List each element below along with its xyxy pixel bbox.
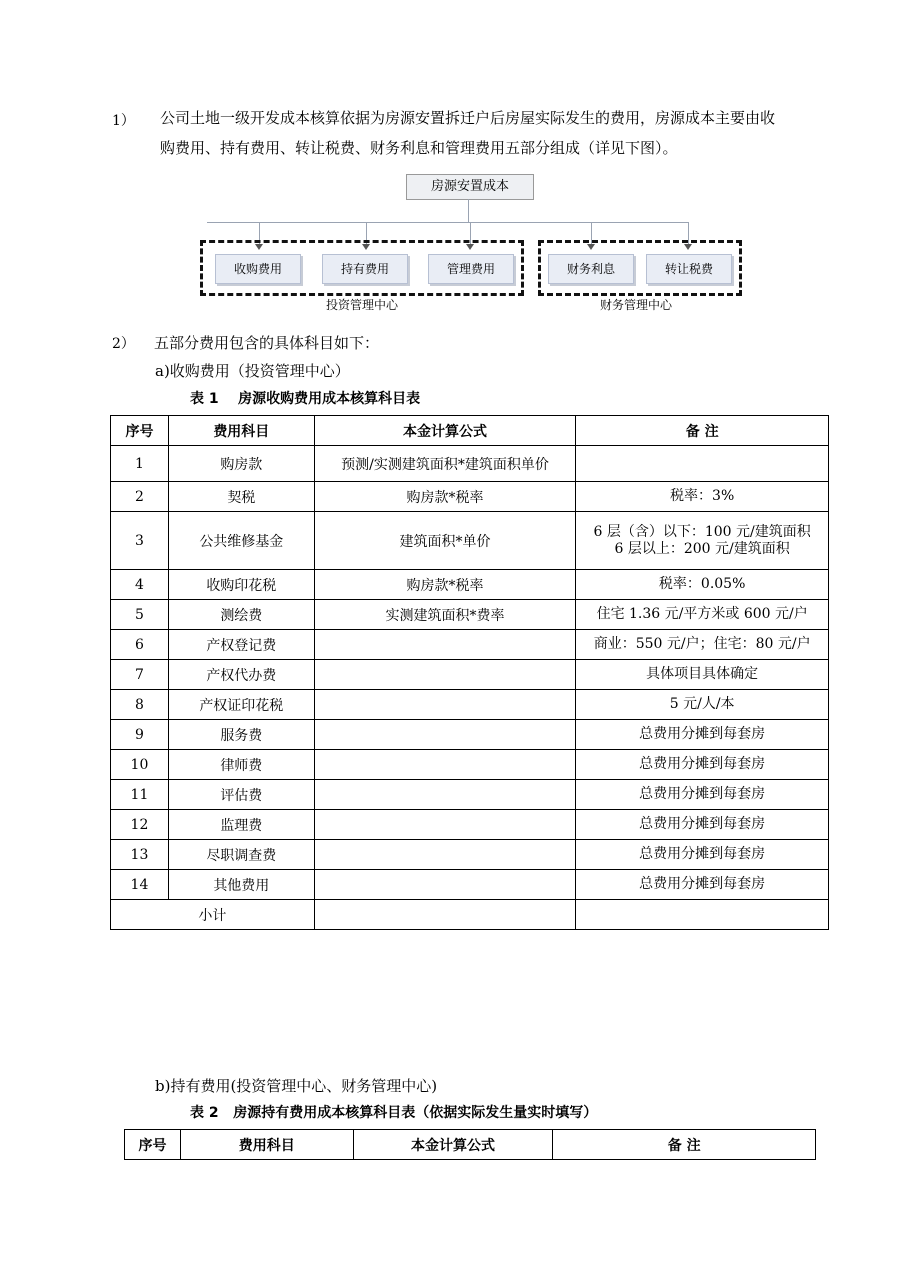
diagram-box-holding: 持有费用 [322, 254, 408, 284]
table-row [111, 780, 829, 810]
group-finance-label: 财务管理中心 [600, 298, 673, 312]
cell-note: 6 层（含）以下：100 元/建筑面积 6 层以上：200 元/建筑面积 [576, 512, 829, 570]
table-row [111, 870, 829, 900]
cell-note: 总费用分摊到每套房 [576, 870, 829, 900]
diagram-connector [468, 199, 469, 223]
table-row [111, 446, 829, 482]
table-row [111, 600, 829, 630]
table-row [111, 570, 829, 600]
table-row [111, 660, 829, 690]
cell-formula [314, 630, 576, 660]
cell-number: 14 [111, 870, 169, 900]
cell-number: 12 [111, 810, 169, 840]
cell-number: 6 [111, 630, 169, 660]
cell-note: 总费用分摊到每套房 [576, 810, 829, 840]
cell-number: 3 [111, 512, 169, 570]
diagram-box-management: 管理费用 [428, 254, 514, 284]
cell-item: 评估费 [168, 780, 314, 810]
diagram-connector [207, 222, 689, 223]
cell-number: 1 [111, 446, 169, 482]
section2-sub-a: a)收购费用（投资管理中心） [155, 362, 350, 380]
cell-note: 总费用分摊到每套房 [576, 720, 829, 750]
section2-number: 2） [112, 336, 135, 352]
table-row [111, 810, 829, 840]
cell-item: 尽职调查费 [168, 840, 314, 870]
table-header-cell: 序号 [111, 416, 169, 446]
table-row [111, 750, 829, 780]
cell-number: 13 [111, 840, 169, 870]
table-header-cell: 费用科目 [180, 1130, 353, 1160]
cell-item: 其他费用 [168, 870, 314, 900]
cell-item: 监理费 [168, 810, 314, 840]
cell-item: 产权证印花税 [168, 690, 314, 720]
cell-formula: 实测建筑面积*费率 [314, 600, 576, 630]
table-row [111, 720, 829, 750]
table1 [110, 415, 829, 930]
cell-formula [314, 750, 576, 780]
cell-item: 产权登记费 [168, 630, 314, 660]
cell-number: 4 [111, 570, 169, 600]
cell-formula [314, 810, 576, 840]
cell-note: 总费用分摊到每套房 [576, 750, 829, 780]
table-row [111, 840, 829, 870]
cell-number: 9 [111, 720, 169, 750]
subtotal-cell [576, 900, 829, 930]
table-subtotal-row [111, 900, 829, 930]
section2-line1: 五部分费用包含的具体科目如下： [154, 334, 380, 352]
table2-header-row [125, 1130, 816, 1160]
cell-formula: 购房款*税率 [314, 570, 576, 600]
table-header-cell: 备 注 [553, 1130, 816, 1160]
cell-number: 7 [111, 660, 169, 690]
cell-item: 服务费 [168, 720, 314, 750]
cell-note [576, 446, 829, 482]
cell-note: 5 元/人/本 [576, 690, 829, 720]
table-header-cell: 备 注 [576, 416, 829, 446]
section1-number: 1） [112, 113, 135, 129]
table1-header-row [111, 416, 829, 446]
section1-line1: 公司土地一级开发成本核算依据为房源安置拆迁户后房屋实际发生的费用，房源成本主要由收 [160, 109, 776, 127]
subtotal-label: 小计 [111, 900, 315, 930]
cell-formula: 建筑面积*单价 [314, 512, 576, 570]
table-header-cell: 本金计算公式 [314, 416, 576, 446]
cell-number: 11 [111, 780, 169, 810]
table-header-cell: 序号 [125, 1130, 181, 1160]
table-row [111, 482, 829, 512]
cell-formula [314, 780, 576, 810]
cell-number: 8 [111, 690, 169, 720]
section-b-sub: b)持有费用(投资管理中心、财务管理中心) [155, 1077, 438, 1095]
cell-number: 10 [111, 750, 169, 780]
cell-formula [314, 870, 576, 900]
cell-item: 公共维修基金 [168, 512, 314, 570]
diagram-box-transfer-tax: 转让税费 [646, 254, 732, 284]
cell-item: 契税 [168, 482, 314, 512]
cell-formula [314, 840, 576, 870]
table-row [111, 690, 829, 720]
cell-note: 税率：0.05% [576, 570, 829, 600]
cell-number: 2 [111, 482, 169, 512]
cell-note: 总费用分摊到每套房 [576, 840, 829, 870]
cell-note: 商业：550 元/户；住宅：80 元/户 [576, 630, 829, 660]
cell-item: 购房款 [168, 446, 314, 482]
section1-line2: 购费用、持有费用、转让税费、财务利息和管理费用五部分组成（详见下图）。 [160, 139, 678, 157]
diagram-root-box: 房源安置成本 [406, 174, 534, 200]
cell-note: 具体项目具体确定 [576, 660, 829, 690]
cell-formula [314, 690, 576, 720]
diagram-box-acquisition: 收购费用 [215, 254, 301, 284]
table-header-cell: 费用科目 [168, 416, 314, 446]
cell-item: 收购印花税 [168, 570, 314, 600]
cell-item: 测绘费 [168, 600, 314, 630]
cell-note: 住宅 1.36 元/平方米或 600 元/户 [576, 600, 829, 630]
table2-caption: 表 2 房源持有费用成本核算科目表（依据实际发生量实时填写） [190, 1105, 598, 1121]
cell-note: 总费用分摊到每套房 [576, 780, 829, 810]
table-row [111, 630, 829, 660]
cell-formula [314, 720, 576, 750]
table-header-cell: 本金计算公式 [353, 1130, 553, 1160]
cell-item: 产权代办费 [168, 660, 314, 690]
cell-note: 税率：3% [576, 482, 829, 512]
table2 [124, 1129, 816, 1160]
subtotal-cell [314, 900, 576, 930]
cell-formula [314, 660, 576, 690]
cell-formula: 预测/实测建筑面积*建筑面积单价 [314, 446, 576, 482]
group-investment-label: 投资管理中心 [326, 298, 399, 312]
cell-number: 5 [111, 600, 169, 630]
cell-formula: 购房款*税率 [314, 482, 576, 512]
diagram-box-interest: 财务利息 [548, 254, 634, 284]
table1-caption: 表 1 房源收购费用成本核算科目表 [190, 391, 421, 407]
table-row [111, 512, 829, 570]
cell-item: 律师费 [168, 750, 314, 780]
